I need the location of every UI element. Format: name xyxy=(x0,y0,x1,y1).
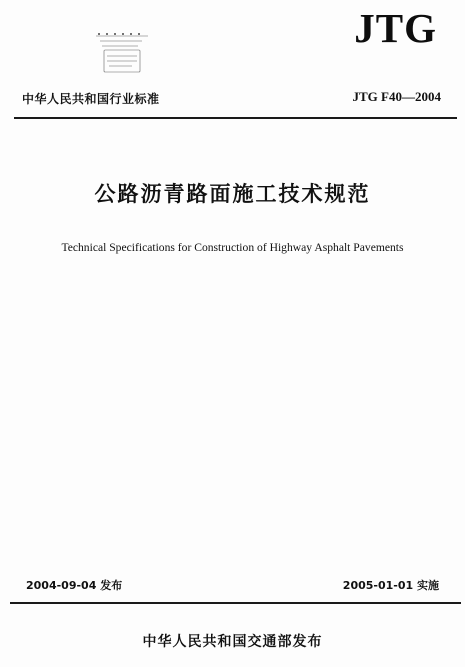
standard-category: 中华人民共和国行业标准 xyxy=(22,92,160,106)
library-stamp-icon xyxy=(92,30,152,76)
implementation-date: 2005-01-01 实施 xyxy=(342,579,439,592)
title-chinese: 公路沥青路面施工技术规范 xyxy=(94,182,371,206)
standard-number: JTG F40—2004 xyxy=(352,89,441,104)
header-divider xyxy=(14,117,457,119)
issue-date: 2004-09-04 发布 xyxy=(26,579,123,592)
footer-divider xyxy=(10,602,461,604)
standard-code: JTG xyxy=(354,5,437,51)
publisher: 中华人民共和国交通部发布 xyxy=(142,634,323,650)
title-english: Technical Specifications for Construction of Highway Asphalt Pavements xyxy=(61,241,404,254)
